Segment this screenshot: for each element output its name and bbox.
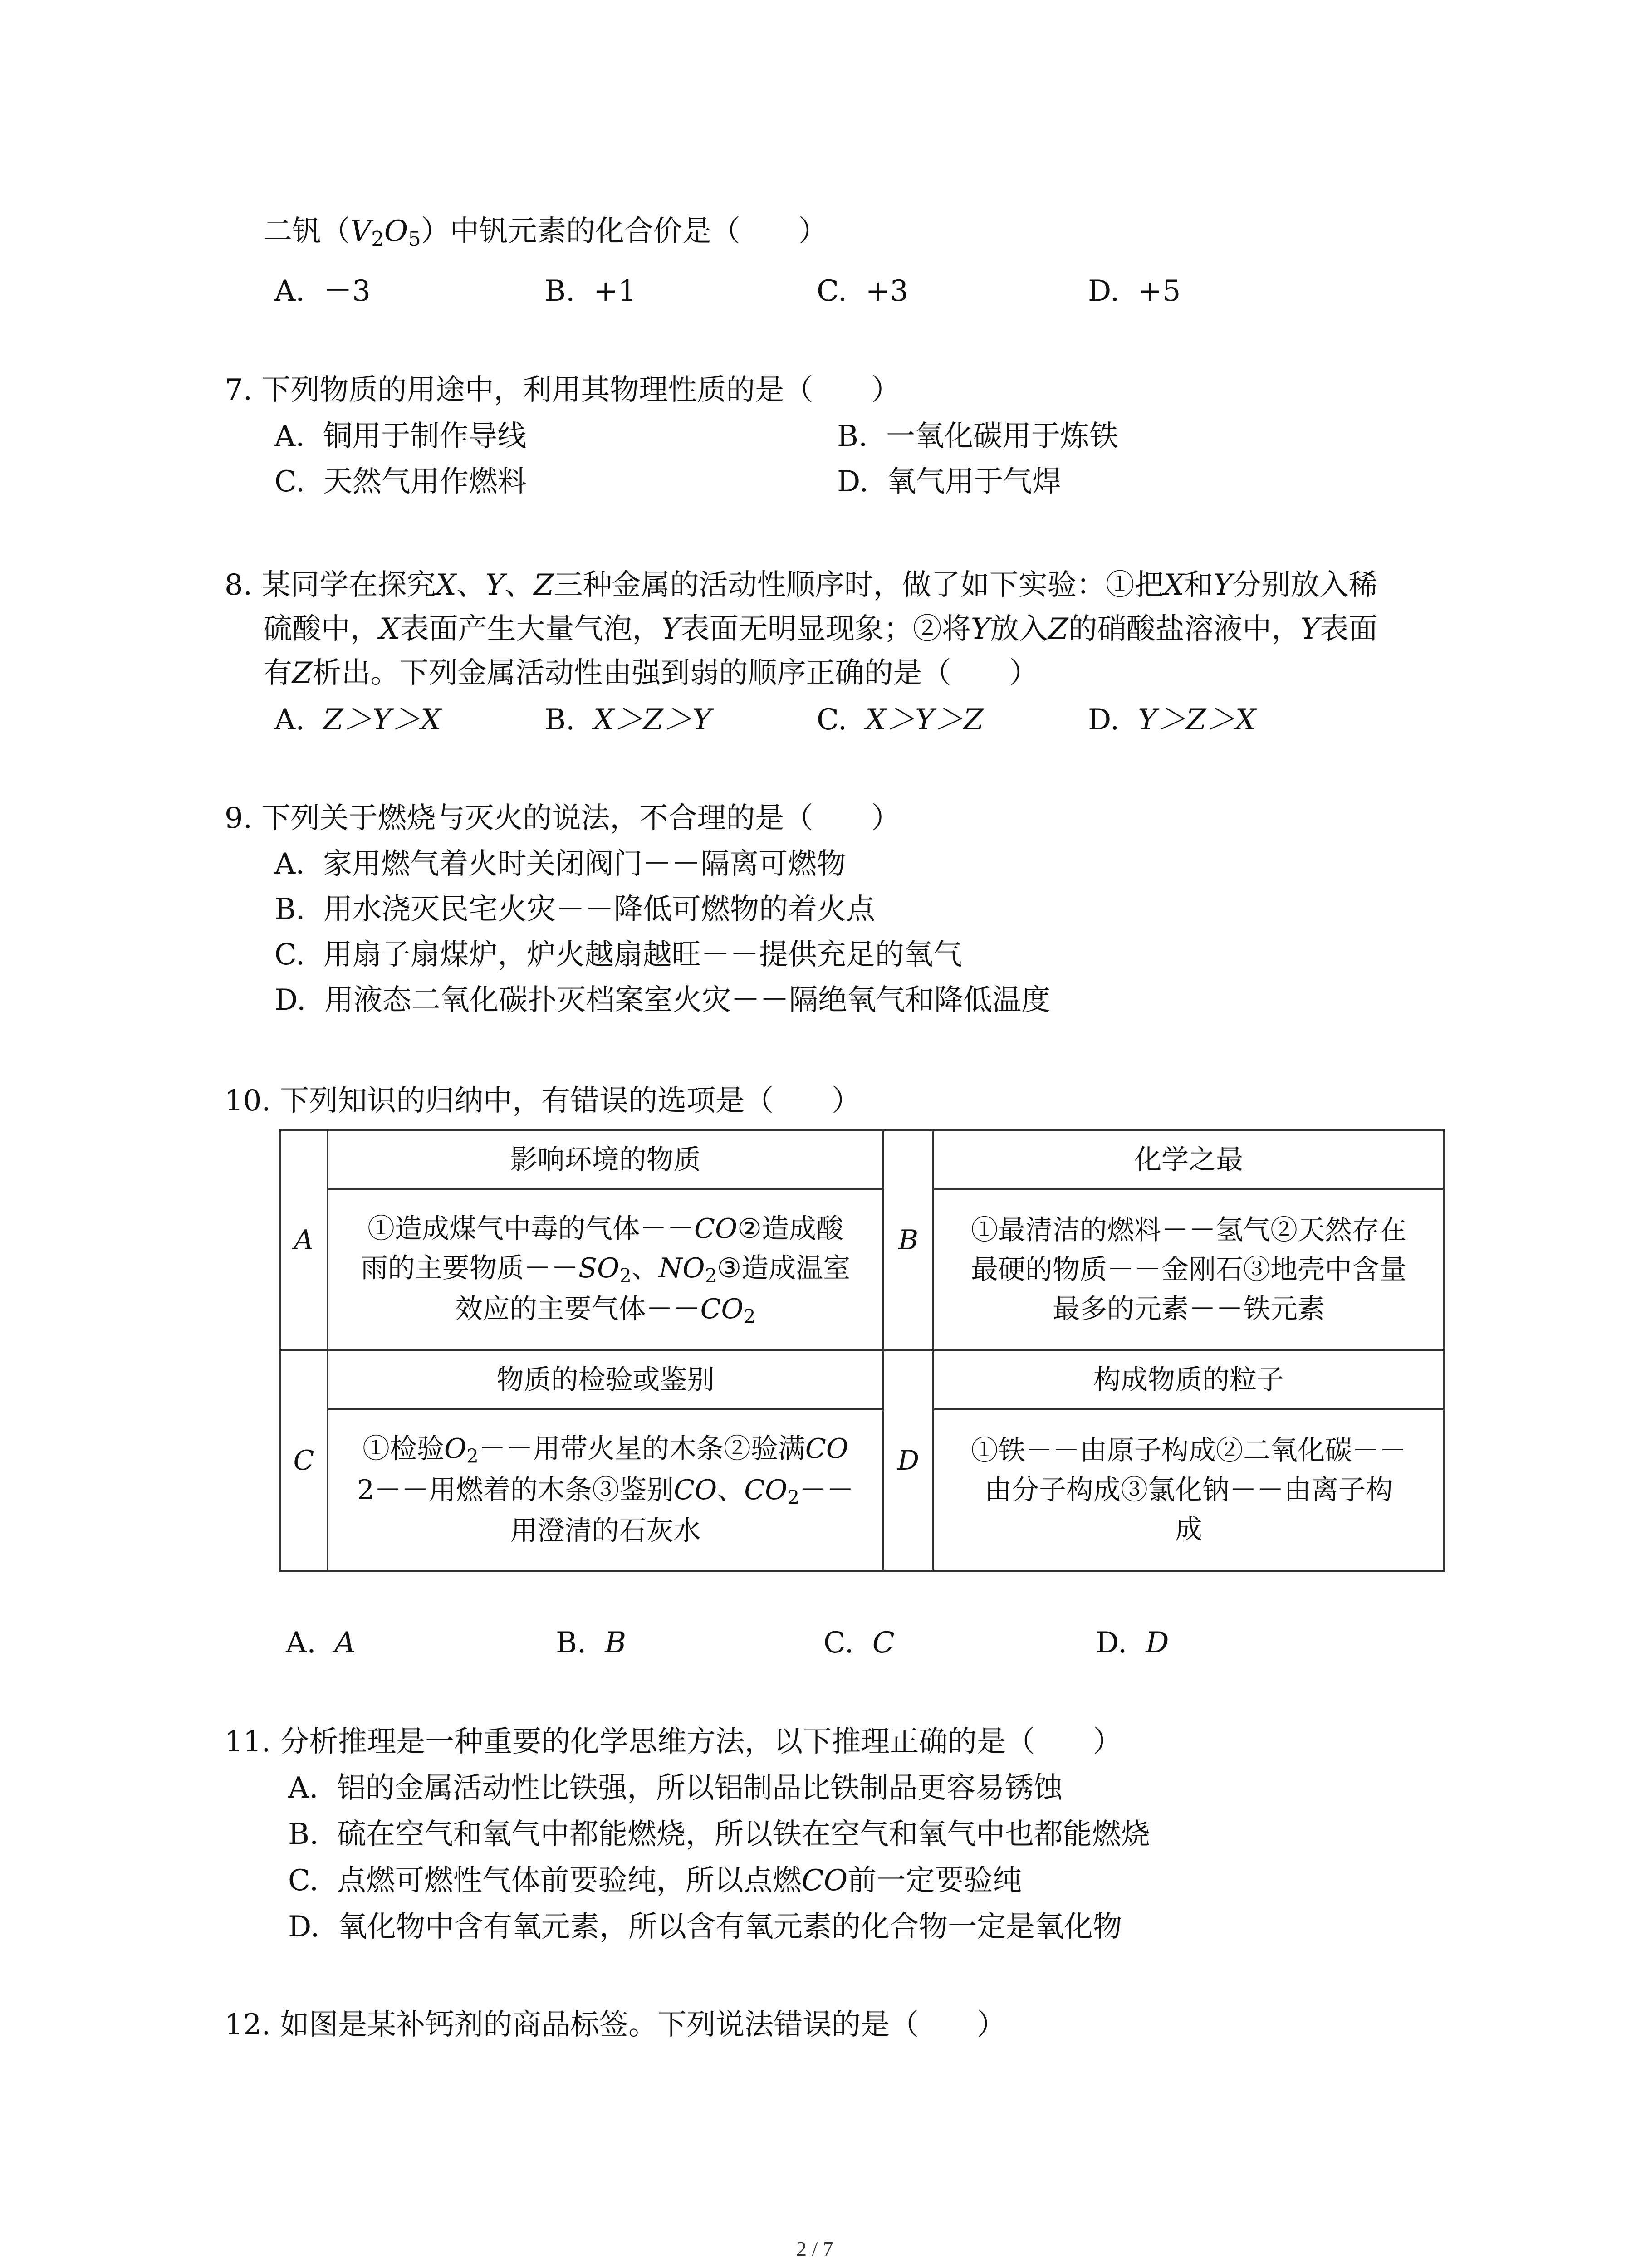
var-y: Y (661, 612, 681, 646)
c-l2c: CO (674, 1474, 717, 1506)
option-text: －3 (323, 274, 371, 308)
cell-content-c (328, 1410, 882, 1570)
b-l2: 最硬的物质－－金刚石③地壳中含量 (971, 1254, 1406, 1286)
q7-option-b[interactable] (837, 422, 1118, 451)
option-letter: C. (823, 1626, 854, 1660)
b-l3: 最多的元素－－铁元素 (1053, 1293, 1325, 1325)
var-y: Y (1213, 568, 1233, 602)
q8-stem-line-1 (225, 568, 1378, 602)
cell-header-a: 影响环境的物质 (510, 1144, 701, 1176)
q10-option-a[interactable] (286, 1626, 356, 1660)
option-text: 氧化物中含有氧元素，所以含有氧元素的化合物一定是氧化物 (338, 1910, 1122, 1944)
option-text: +1 (593, 274, 637, 308)
option-text: C (872, 1626, 895, 1660)
cell-header-b: 化学之最 (1134, 1144, 1243, 1176)
q6-option-a[interactable] (274, 274, 371, 308)
knowledge-table (279, 1129, 1445, 1572)
option-text: +5 (1138, 274, 1181, 308)
b-l1: ①最清洁的燃料－－氢气②天然存在 (971, 1214, 1406, 1246)
option-text: 氧气用于气焊 (887, 465, 1062, 499)
formula-co: CO (801, 1864, 848, 1897)
q10-stem: 10. 下列知识的归纳中，有错误的选项是（ ） (225, 1084, 861, 1118)
c-l2f: －－ (799, 1474, 854, 1506)
option-letter: B. (556, 1626, 587, 1660)
option-text: X＞Y＞Z (865, 703, 984, 737)
option-text: Y＞Z＞X (1138, 703, 1256, 737)
d-l2: 由分子构成③氯化钠－－由离子构 (985, 1474, 1393, 1506)
formula-v: V (350, 215, 372, 248)
option-text: B (605, 1626, 627, 1660)
option-letter: A. (286, 1626, 316, 1660)
var-x: X (436, 568, 456, 602)
c-l1b: O (444, 1433, 467, 1465)
q7-stem: 7. 下列物质的用途中，利用其物理性质的是（ ） (225, 373, 901, 407)
cell-header-d: 构成物质的粒子 (1093, 1364, 1284, 1396)
a-l2d: NO (658, 1252, 705, 1284)
option-text: 家用燃气着火时关闭阀门－－隔离可燃物 (323, 847, 846, 881)
q8-sep1: 、 (456, 568, 485, 602)
q10-option-c[interactable] (823, 1626, 895, 1660)
option-text: 用水浇灭民宅火灾－－降低可燃物的着火点 (323, 893, 876, 926)
d-l1: ①铁－－由原子构成②二氧化碳－－ (971, 1434, 1406, 1466)
q8-stem-line-3 (263, 656, 1038, 690)
option-text: 铜用于制作导线 (323, 420, 527, 453)
a-l2e: ③造成温室 (717, 1252, 851, 1284)
option-text: 铝的金属活动性比铁强，所以铝制品比铁制品更容易锈蚀 (337, 1771, 1063, 1805)
q6-option-c[interactable] (817, 274, 909, 308)
q6-stem (263, 217, 828, 249)
q9-option-c[interactable] (274, 938, 962, 972)
formula-o: O (384, 215, 408, 248)
q8-line3-b: 析出。下列金属活动性由强到弱的顺序正确的是（ ） (312, 656, 1038, 690)
var-z: Z (1048, 612, 1068, 646)
q11-option-a[interactable] (288, 1771, 1063, 1805)
q12-stem: 12. 如图是某补钙剂的商品标签。下列说法错误的是（ ） (225, 2008, 1006, 2042)
option-text: A (334, 1626, 356, 1660)
option-letter: D. (1088, 703, 1120, 737)
q6-option-b[interactable] (544, 274, 637, 308)
a-l3b-sub: 2 (743, 1305, 756, 1328)
q6-option-d[interactable] (1088, 274, 1181, 308)
q11-option-b[interactable] (288, 1820, 1150, 1849)
option-letter: A. (274, 703, 305, 737)
option-text: 硫在空气和氧气中都能燃烧，所以铁在空气和氧气中也都能燃烧 (337, 1818, 1151, 1851)
option-letter: D. (288, 1910, 320, 1944)
option-letter: C. (817, 274, 847, 308)
q9-option-a[interactable] (274, 847, 846, 881)
c-l2e: CO (744, 1474, 788, 1506)
option-letter: A. (288, 1771, 318, 1805)
c-l1a: ①检验 (362, 1433, 444, 1465)
option-letter: C. (288, 1864, 319, 1897)
option-text: Z＞Y＞X (323, 703, 441, 737)
q11-option-c[interactable] (288, 1866, 1022, 1895)
q8-line2-d: 放入 (990, 612, 1048, 646)
q8-line2-c: 表面无明显现象；②将 (680, 612, 971, 646)
option-text: 天然气用作燃料 (323, 465, 527, 499)
option-letter: A. (274, 420, 305, 453)
option-letter: C. (817, 703, 847, 737)
a-l1a: ①造成煤气中毒的气体－－ (367, 1212, 695, 1245)
option-letter: A. (274, 847, 305, 881)
q7-option-c[interactable] (274, 465, 527, 499)
q8-option-a[interactable] (274, 703, 441, 737)
q8-line2-a: 硫酸中， (263, 612, 379, 646)
d-l3: 成 (1175, 1513, 1202, 1545)
cell-content-a (328, 1190, 882, 1349)
a-l1b: CO (694, 1212, 738, 1245)
q8-line3-a: 有 (263, 656, 292, 690)
var-y: Y (970, 612, 990, 646)
a-l3b: CO (700, 1293, 744, 1325)
q8-line2-e: 的硝酸盐溶液中， (1068, 612, 1301, 646)
var-x: X (379, 612, 400, 646)
q8-line1-d: 分别放入稀 (1232, 568, 1378, 602)
option-letter: A. (274, 274, 305, 308)
var-x: X (1163, 568, 1185, 602)
option-letter: B. (544, 703, 575, 737)
q6-stem-post: ）中钒元素的化合价是（ ） (421, 215, 828, 248)
option-letter: D. (1088, 274, 1120, 308)
q8-option-b[interactable] (544, 703, 712, 737)
option-letter: B. (274, 893, 305, 926)
formula-v-sub: 2 (371, 227, 384, 251)
option-text: +3 (865, 274, 909, 308)
q8-option-c[interactable] (817, 703, 984, 737)
a-l2c: 、 (631, 1252, 659, 1284)
c-l1d: CO (805, 1433, 849, 1465)
cell-letter-a: A (294, 1224, 314, 1256)
c-l2a: 2 (357, 1474, 375, 1506)
option-text: X＞Z＞Y (593, 703, 712, 737)
q8-line2-b: 表面产生大量气泡， (400, 612, 661, 646)
q8-option-d[interactable] (1088, 703, 1256, 737)
a-l2b-sub: 2 (619, 1264, 632, 1287)
option-letter: D. (274, 983, 306, 1017)
q8-line1-b: 三种金属的活动性顺序时，做了如下实验：①把 (554, 568, 1164, 602)
option-letter: C. (274, 465, 305, 499)
cell-letter-d: D (897, 1444, 920, 1476)
var-z: Z (292, 656, 313, 690)
q8-line1-c: 和 (1184, 568, 1214, 602)
option-letter: B. (544, 274, 575, 308)
option-text-tail: 前一定要验纯 (847, 1864, 1022, 1897)
a-l2d-sub: 2 (705, 1264, 717, 1287)
var-y: Y (485, 568, 505, 602)
option-letter: D. (1096, 1626, 1127, 1660)
option-text: D (1146, 1626, 1169, 1660)
q8-line1-a: 8. 某同学在探究 (225, 568, 436, 602)
q7-option-d[interactable] (837, 465, 1062, 499)
q8-stem-line-2 (263, 612, 1378, 646)
cell-content-d (934, 1410, 1443, 1570)
c-l3: 用澄清的石灰水 (510, 1515, 701, 1547)
option-text: 点燃可燃性气体前要验纯，所以点燃 (337, 1864, 802, 1897)
option-text: 用液态二氧化碳扑灭档案室火灾－－隔绝氧气和降低温度 (324, 983, 1051, 1017)
q11-option-d[interactable] (288, 1910, 1122, 1944)
q8-line2-f: 表面 (1319, 612, 1378, 646)
option-letter: B. (288, 1818, 319, 1851)
cell-letter-b: B (898, 1224, 919, 1256)
a-l2b: SO (578, 1252, 620, 1284)
cell-letter-c: C (293, 1444, 314, 1476)
formula-o-sub: 5 (408, 227, 421, 251)
a-l2a: 雨的主要物质－－ (360, 1252, 578, 1284)
option-letter: C. (274, 938, 305, 972)
q8-sep2: 、 (505, 568, 534, 602)
a-l1c: ②造成酸 (737, 1212, 843, 1245)
option-text: 一氧化碳用于炼铁 (886, 420, 1119, 453)
table-border-bottom (279, 1570, 1445, 1572)
c-l1c: －－用带火星的木条②验满 (478, 1433, 805, 1465)
q10-option-b[interactable] (556, 1626, 627, 1660)
c-l2e-sub: 2 (787, 1486, 800, 1508)
c-l2b: －－用燃着的木条③鉴别 (374, 1474, 674, 1506)
page-number: 2 / 7 (796, 2237, 833, 2260)
var-z: Z (534, 568, 554, 602)
q6-stem-pre: 二钒（ (263, 215, 350, 248)
c-l2d: 、 (717, 1474, 745, 1506)
cell-content-b (934, 1190, 1443, 1349)
q9-option-d[interactable] (274, 983, 1051, 1017)
option-letter: B. (837, 420, 868, 453)
q11-stem: 11. 分析推理是一种重要的化学思维方法，以下推理正确的是（ ） (225, 1725, 1122, 1759)
var-y: Y (1300, 612, 1320, 646)
q9-stem: 9. 下列关于燃烧与灭火的说法，不合理的是（ ） (225, 802, 901, 835)
c-l1b-sub: 2 (466, 1445, 479, 1467)
q7-option-a[interactable] (274, 422, 526, 451)
option-text: 用扇子扇煤炉，炉火越扇越旺－－提供充足的氧气 (323, 938, 962, 972)
a-l3a: 效应的主要气体－－ (455, 1293, 700, 1325)
q9-option-b[interactable] (274, 895, 875, 924)
cell-header-c: 物质的检验或鉴别 (496, 1364, 715, 1396)
q10-option-d[interactable] (1096, 1626, 1169, 1660)
option-letter: D. (837, 465, 869, 499)
